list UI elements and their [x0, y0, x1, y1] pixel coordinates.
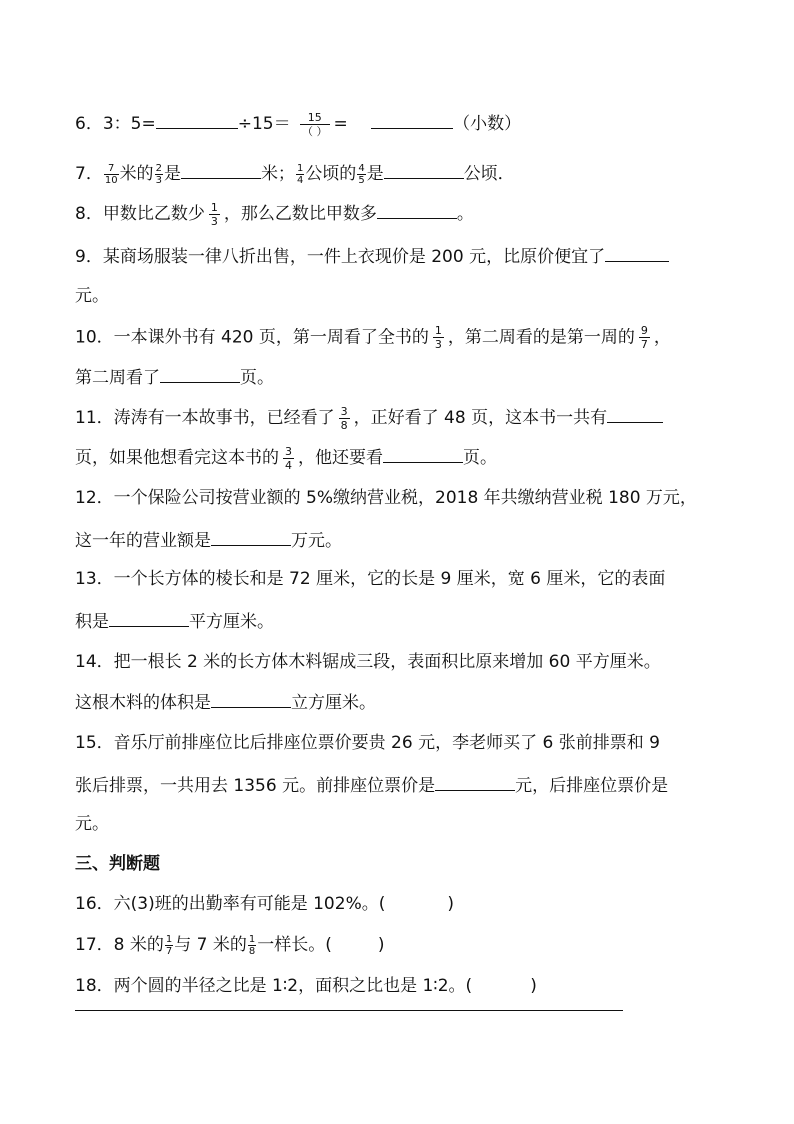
q6-text-a: 6．3：5= [75, 114, 156, 134]
q10-text-a: 10．一本课外书有 420 页，第一周看了全书的 [75, 327, 429, 348]
q7-text-f: 是 [366, 164, 384, 184]
question-8 [75, 200, 474, 228]
question-16 [75, 892, 454, 916]
q17-f1-num: 1 [165, 933, 173, 945]
q17-f1-den: 7 [165, 945, 173, 957]
q12-text-c: 万元。 [291, 531, 342, 551]
q8-text-c: 。 [456, 204, 474, 224]
q8-f-den: 3 [210, 214, 218, 228]
q17-fraction-2 [248, 934, 256, 957]
q17-f2-num: 1 [248, 933, 256, 945]
q11-blank-1[interactable] [607, 404, 663, 423]
q11-text-a: 11．涛涛有一本故事书，已经看了 [75, 408, 335, 428]
q7-f3-num: 1 [296, 162, 304, 174]
q17-text-a: 17．8 米的 [75, 935, 164, 955]
q16-text-b: ) [447, 894, 454, 914]
q6-frac-den[interactable]: （ ） [302, 124, 328, 138]
q7-blank-1[interactable] [181, 160, 261, 179]
q10-text-e: 页。 [240, 368, 274, 388]
q7-text-g: 公顷． [463, 164, 515, 184]
q10-fraction-2 [639, 324, 650, 351]
question-15 [75, 731, 660, 755]
question-14 [75, 650, 661, 674]
q6-blank-2[interactable] [371, 110, 453, 129]
q12-text-b: 这一年的营业额是 [75, 531, 211, 551]
q15-text-c: 元，后排座位票价是 [515, 776, 669, 796]
q7-fraction-4 [357, 163, 365, 186]
question-9-cont [75, 284, 109, 308]
q8-blank[interactable] [377, 200, 457, 219]
section-3-title: 三、判断题 [75, 854, 160, 874]
q7-f2-den: 3 [155, 174, 162, 186]
question-11-cont [75, 444, 497, 472]
q9-text-a: 9．某商场服装一律八折出售，一件上衣现价是 200 元，比原价便宜了 [75, 247, 606, 267]
question-12-cont [75, 527, 342, 553]
q6-fraction [300, 111, 330, 138]
q11-f2-den: 4 [285, 458, 292, 472]
q17-fraction-1 [165, 934, 173, 957]
q11-fraction-1 [339, 405, 350, 432]
q9-blank[interactable] [605, 243, 669, 262]
q14-text-b: 这根木料的体积是 [75, 693, 211, 713]
q7-text-c: 是 [163, 164, 181, 184]
q11-text-c: 页，如果他想看完这本书的 [75, 448, 279, 468]
q6-text-c: = [333, 114, 348, 134]
q8-f-num: 1 [210, 200, 218, 214]
question-18 [75, 974, 537, 998]
q6-text-d: （小数） [453, 114, 522, 134]
q10-f2-den: 7 [640, 338, 648, 351]
q10-f1-num: 1 [434, 324, 442, 337]
q15-blank-1[interactable] [435, 772, 515, 791]
q13-blank[interactable] [109, 608, 189, 627]
q10-f2-num: 9 [640, 324, 648, 337]
q11-f1-den: 8 [340, 418, 348, 432]
q7-text-e: 公顷的 [305, 164, 357, 184]
q17-text-c: 一样长。( [257, 935, 332, 955]
q10-text-b: ，第二周看的是第一周的 [447, 327, 635, 348]
question-11 [75, 404, 663, 432]
question-7 [75, 160, 515, 186]
q8-text-b: ，那么乙数比甲数多 [223, 204, 377, 224]
question-13-cont [75, 608, 274, 634]
q10-fraction-1 [433, 324, 444, 351]
q13-text-a: 13．一个长方体的棱长和是 72 厘米，它的长是 9 厘米，宽 6 厘米，它的表面 [75, 569, 666, 589]
q6-text-b: ÷15＝ [237, 114, 291, 134]
q17-text-b: 与 7 米的 [174, 935, 247, 955]
q9-text-b: 元。 [75, 286, 109, 306]
question-17 [75, 933, 385, 957]
q7-fraction-1 [104, 163, 119, 186]
question-10 [75, 324, 671, 351]
q14-text-c: 立方厘米。 [291, 693, 376, 713]
q15-text-b: 张后排票，一共用去 1356 元。前排座位票价是 [75, 776, 436, 796]
q7-fraction-2 [155, 163, 163, 186]
q11-blank-2[interactable] [383, 444, 463, 463]
q6-blank-1[interactable] [156, 110, 238, 129]
q7-text-d: 米； [260, 164, 295, 184]
q7-text-b: 米的 [119, 164, 154, 184]
q14-blank[interactable] [211, 689, 291, 708]
q8-text-a: 8．甲数比乙数少 [75, 204, 205, 224]
q13-text-c: 平方厘米。 [189, 612, 274, 632]
q18-text-a: 18．两个圆的半径之比是 1∶2，面积之比也是 1∶2。( [75, 976, 473, 996]
q7-blank-2[interactable] [384, 160, 464, 179]
question-13 [75, 567, 665, 591]
question-14-cont [75, 689, 376, 715]
q13-text-b: 积是 [75, 612, 109, 632]
q10-f1-den: 3 [434, 338, 442, 351]
q8-fraction [209, 201, 220, 228]
q7-f1-den: 10 [104, 174, 118, 186]
q15-text-a: 15．音乐厅前排座位比后排座位票价要贵 26 元，李老师买了 6 张前排票和 9 [75, 733, 660, 753]
question-6 [75, 110, 521, 138]
q11-fraction-2 [283, 445, 294, 472]
q10-blank[interactable] [160, 364, 240, 383]
q15-text-d: 元。 [75, 814, 109, 834]
q16-text-a: 16．六(3)班的出勤率有可能是 102%。( [75, 894, 386, 914]
q11-f1-num: 3 [340, 404, 348, 418]
q18-text-b: ) [530, 976, 537, 996]
q11-text-e: 页。 [463, 448, 497, 468]
q7-f2-num: 2 [155, 162, 162, 174]
q7-f1-num: 7 [104, 163, 119, 175]
q7-f3-den: 4 [296, 174, 304, 186]
q7-f4-num: 4 [358, 162, 365, 174]
q11-text-d: ，他还要看 [298, 448, 383, 468]
q17-f2-den: 8 [248, 945, 256, 957]
q7-f4-den: 5 [358, 174, 365, 186]
q10-text-c: ， [653, 327, 671, 348]
q10-text-d: 第二周看了 [75, 368, 160, 388]
q7-text-a: 7． [75, 164, 103, 184]
q12-blank[interactable] [211, 527, 291, 546]
question-9 [75, 243, 669, 269]
q11-f2-num: 3 [285, 444, 292, 458]
q12-text-a: 12．一个保险公司按营业额的 5%缴纳营业税，2018 年共缴纳营业税 180 万元， [75, 488, 697, 508]
question-10-cont [75, 364, 274, 390]
q11-text-b: ，正好看了 48 页，这本书一共有 [353, 408, 608, 428]
question-12 [75, 486, 697, 510]
question-15-cont [75, 772, 668, 798]
q17-text-d: ) [377, 935, 385, 955]
q6-frac-num: 15 [300, 111, 330, 125]
section-3-heading [75, 852, 160, 876]
question-15-cont-2 [75, 812, 109, 836]
bottom-divider [75, 1010, 623, 1011]
q14-text-a: 14．把一根长 2 米的长方体木料锯成三段，表面积比原来增加 60 平方厘米。 [75, 652, 661, 672]
q7-fraction-3 [296, 163, 304, 186]
